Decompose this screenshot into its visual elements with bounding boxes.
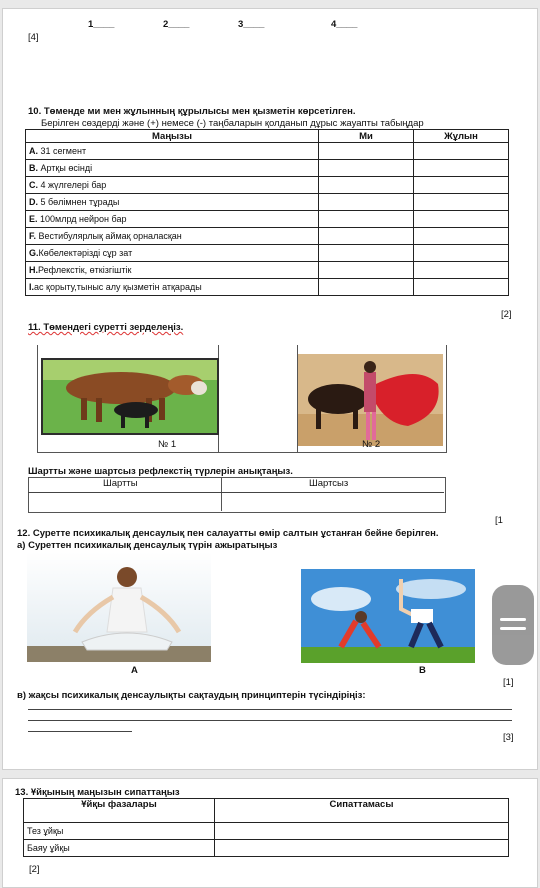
table-row: Баяу ұйқы bbox=[24, 840, 509, 857]
image-label-2: № 2 bbox=[362, 439, 381, 450]
blank-1: 1____ bbox=[88, 19, 115, 30]
table-row: B. Артқы өсінді bbox=[26, 160, 509, 177]
answer-line[interactable] bbox=[28, 731, 132, 732]
answer-cell[interactable] bbox=[319, 194, 414, 211]
bullfighter-image bbox=[298, 354, 443, 446]
q12-title: 12. Суретте психикалық денсаулық пен салауатты өмір салтын ұстанған бейне берілген. bbox=[17, 528, 439, 539]
q11-title: 11. Төмендегі суретті зерделеңіз. bbox=[28, 322, 184, 333]
q11-mark: [1 bbox=[495, 515, 503, 526]
table-row: G.Көбелектәрізді сұр зат bbox=[26, 245, 509, 262]
q10-header-spinal: Жұлын bbox=[414, 130, 509, 143]
answer-cell[interactable] bbox=[319, 143, 414, 160]
meditation-image bbox=[27, 552, 211, 662]
q13-header-phases: Ұйқы фазалары bbox=[24, 799, 215, 823]
table-row: F. Вестибулярлық аймақ орналасқан bbox=[26, 228, 509, 245]
q12-part-a: а) Суреттен психикалық денсаулық түрін ажыратыңыз bbox=[17, 540, 278, 551]
conditioned-answer-cell[interactable] bbox=[29, 493, 221, 510]
blank-3: 3____ bbox=[238, 19, 265, 30]
q12-mark-a: [1] bbox=[503, 677, 514, 688]
table-row: H.Рефлекстік, өткізгіштік bbox=[26, 262, 509, 279]
table-row: E. 100млрд нейрон бар bbox=[26, 211, 509, 228]
answer-cell[interactable] bbox=[319, 228, 414, 245]
table-row: D. 5 бөлімнен тұрады bbox=[26, 194, 509, 211]
answer-cell[interactable] bbox=[215, 840, 509, 857]
q10-header-significance: Маңызы bbox=[26, 130, 319, 143]
cow-calf-image bbox=[41, 358, 219, 435]
unconditioned-header: Шартсыз bbox=[309, 478, 349, 489]
answer-cell[interactable] bbox=[414, 194, 509, 211]
image-label-a: A bbox=[131, 665, 138, 676]
q11-subquestion: Шартты және шартсыз рефлекстің түрлерін анықтаңыз. bbox=[28, 466, 293, 477]
answer-cell[interactable] bbox=[414, 279, 509, 296]
q12-part-b: в) жақсы психикалық денсаулықты сақтаудың принциптерін түсіндіріңіз: bbox=[17, 690, 366, 701]
scroll-handle-icon[interactable] bbox=[492, 585, 534, 665]
blank-2: 2____ bbox=[163, 19, 190, 30]
unconditioned-answer-cell[interactable] bbox=[222, 493, 443, 510]
mark-4: [4] bbox=[28, 32, 39, 43]
table-row: Тез ұйқы bbox=[24, 823, 509, 840]
q10-title: 10. Төменде ми мен жұлынның құрылысы мен қызметін көрсетілген. bbox=[28, 106, 356, 117]
q10-table bbox=[25, 129, 509, 296]
answer-cell[interactable] bbox=[319, 279, 414, 296]
answer-cell[interactable] bbox=[414, 245, 509, 262]
answer-cell[interactable] bbox=[414, 177, 509, 194]
answer-cell[interactable] bbox=[414, 143, 509, 160]
answer-cell[interactable] bbox=[319, 211, 414, 228]
answer-cell[interactable] bbox=[319, 160, 414, 177]
worksheet-page-1 bbox=[2, 8, 538, 770]
q10-instruction: Берілген сөздерді және (+) немесе (-) таңбаларын қолданып дұрыс жауапты табыңдар bbox=[41, 118, 424, 129]
image-label-1: № 1 bbox=[158, 439, 177, 450]
table-row: I.ас қорыту,тыныс алу қызметін атқарады bbox=[26, 279, 509, 296]
answer-cell[interactable] bbox=[215, 823, 509, 840]
answer-cell[interactable] bbox=[319, 177, 414, 194]
conditioned-header: Шартты bbox=[103, 478, 138, 489]
answer-cell[interactable] bbox=[414, 211, 509, 228]
table-row: A. 31 сегмент bbox=[26, 143, 509, 160]
answer-cell[interactable] bbox=[319, 245, 414, 262]
q13-title: 13. Ұйқының маңызын сипаттаңыз bbox=[15, 787, 180, 798]
q10-header-brain: Ми bbox=[319, 130, 414, 143]
q13-header-description: Сипаттамасы bbox=[215, 799, 509, 823]
image-label-b: B bbox=[419, 665, 426, 676]
q12-mark-b: [3] bbox=[503, 732, 514, 743]
q13-mark: [2] bbox=[29, 864, 40, 875]
answer-line[interactable] bbox=[28, 720, 512, 721]
worksheet-page-2 bbox=[2, 778, 538, 888]
answer-cell[interactable] bbox=[319, 262, 414, 279]
answer-cell[interactable] bbox=[414, 262, 509, 279]
answer-line[interactable] bbox=[28, 709, 512, 710]
table-row: C. 4 жүлгелері бар bbox=[26, 177, 509, 194]
answer-cell[interactable] bbox=[414, 228, 509, 245]
answer-cell[interactable] bbox=[414, 160, 509, 177]
exercise-image bbox=[301, 569, 475, 663]
blank-4: 4____ bbox=[331, 19, 358, 30]
q10-mark: [2] bbox=[501, 309, 512, 320]
q13-table bbox=[23, 798, 509, 857]
